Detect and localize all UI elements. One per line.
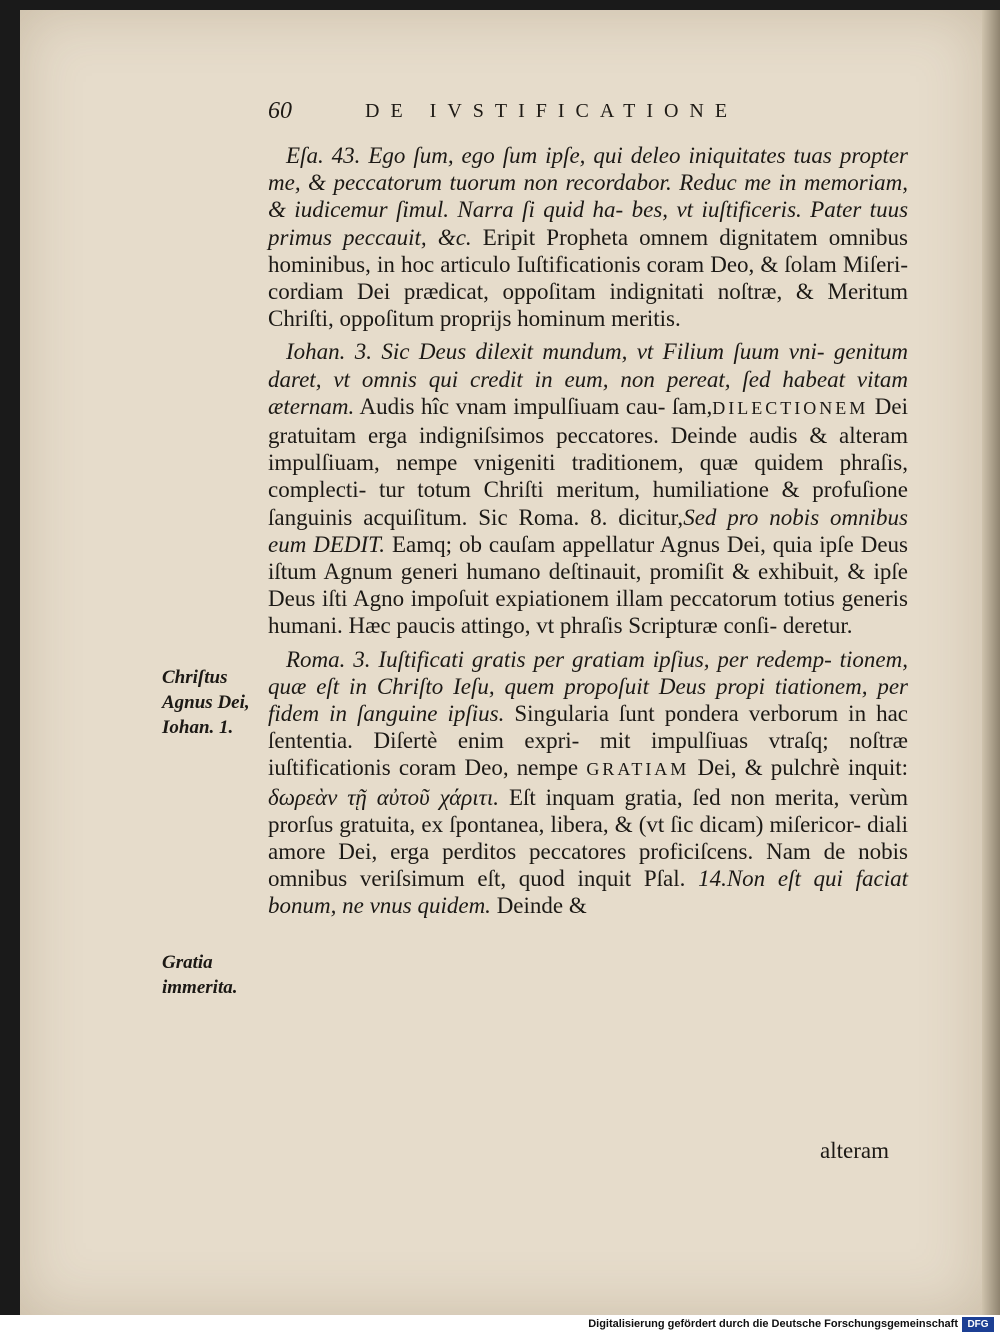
quote-line: propter me, & peccatorum tuorum non recordabor. Reduc [268, 143, 909, 196]
quote-line: tionem, quæ eſt in Chriſto Ieſu, quem propoſuit Deus propi [268, 646, 908, 699]
footer-bar [0, 1315, 1000, 1335]
quote-line: Roma. 3. Iuſtificati gratis per gratiam ipſius, per redemp- [286, 646, 832, 672]
quote-line: Non eſt qui faciat bonum, ne vnus quidem. [268, 866, 908, 919]
text-line: deretur. [782, 613, 853, 639]
emphasis-dilectionem: DILECTIONEM [712, 397, 869, 418]
text-line: peccatores. Deinde audis & alteram impulſiuam, nempe [268, 423, 909, 476]
running-title: DE IVSTIFICATIONE [365, 100, 739, 122]
text-line: impoſuit expiationem illam peccatorum totius generis [410, 586, 909, 612]
margin-note-christus-agnus: Chriſtus Agnus Dei, Iohan. 1. [162, 667, 250, 738]
text-line: diali amore Dei, erga perditos peccatores proficiſcens. [268, 811, 909, 865]
catchword: alteram [820, 1138, 889, 1163]
paragraph-iohan [268, 338, 908, 639]
text-line: Eſt inquam gratia, ſed non merita, verùm prorſus [268, 784, 909, 837]
quote-line: tiationem, per fidem in ſanguine ipſius. [268, 673, 908, 727]
page-edge-shadow [982, 10, 1000, 1315]
text-line: Eripit Propheta omnem dignitatem omnibus hominibus, in [268, 224, 908, 277]
text-line: Agnus Dei, quia ipſe Deus iſtum Agnum generi humano [268, 531, 908, 585]
text-line: Sic Roma. 8. dicitur, [478, 504, 684, 530]
greek-phrase: δωρεὰν τῇ αὐτοῦ χάριτι. [268, 784, 500, 810]
text-line: nempe [516, 755, 579, 781]
text-line: Audis hîc vnam impulſiuam cau- [359, 393, 666, 419]
dfg-logo-icon: DFG [962, 1317, 994, 1332]
text-line: Eamq; ob cauſam appellatur [391, 531, 655, 557]
text-line: Meritum Chriſti, oppoſitum proprijs hominum meritis. [268, 279, 908, 332]
text-line: Dei, & pulchrè inquit: [697, 755, 909, 781]
text-line: pondera verborum in hac ſententia. Diſertè enim expri- [268, 701, 908, 754]
quote-line: Eſa. 43. Ego ſum, ego ſum ipſe, qui deleo iniquitates tuas [286, 143, 832, 168]
text-line: humani. Hæc paucis attingo, vt phraſis Scripturæ conſi- [268, 613, 778, 639]
text-line: mit impulſiuas vtraſq; noſtræ iuſtificationis coram Deo, [268, 728, 908, 781]
text-line: gratuita, ex ſpontanea, libera, & (vt ſic dicam) miſericor- [339, 811, 861, 837]
page-header [245, 98, 945, 134]
quote-line: me in memoriam, & iudicemur ſimul. Narra ſi quid ha- [268, 170, 909, 223]
text-line: Deinde & [496, 893, 587, 919]
text-line: cordiam Dei prædicat, oppoſitam indignitati noſtræ, & [268, 279, 814, 305]
paragraph-roma [268, 646, 908, 920]
main-text [268, 142, 908, 926]
text-line: deſtinauit, promiſit & exhibuit, & ipſe Deus iſti Agno [268, 559, 909, 612]
quote-line: habeat vitam æternam. [268, 366, 908, 419]
margin-note-gratia-immerita: Gratia immerita. [162, 952, 238, 998]
emphasis-gratiam: GRATIAM [586, 759, 690, 780]
quote-line: Sed pro nobis omnibus eum DEDIT. [268, 504, 908, 557]
text-line: vnigeniti traditionem, quæ quidem phraſis, complecti- [268, 450, 909, 503]
paragraph-esaias [268, 142, 908, 332]
footer-credit-text: Digitalisierung gefördert durch die Deutsche Forschungsgemeinschaft [588, 1318, 958, 1330]
text-line: 14. [698, 866, 727, 892]
quote-line: bes, vt iuſtificeris. Pater tuus primus peccauit, &c. [268, 197, 909, 250]
text-line: ſanguinis acquiſitum. [268, 504, 468, 530]
text-line: ſam, [672, 393, 713, 419]
text-line: Dei gratuitam erga indigniſsimos [268, 393, 909, 449]
quote-line: Iohan. 3. Sic Deus dilexit mundum, vt Filium ſuum vni- [286, 339, 825, 365]
page-number: 60 [268, 98, 292, 124]
quote-line: genitum daret, vt omnis qui credit in eum, non pereat, ſed [268, 339, 908, 392]
text-line: Singularia ſunt [514, 701, 655, 727]
text-line: tur totum Chriſti meritum, humiliatione & profuſione [379, 477, 909, 503]
text-line: Nam de nobis omnibus veriſsimum eſt, quod inquit Pſal. [268, 839, 909, 892]
text-line: hoc articulo Iuſtificationis coram Deo, & ſolam Miſeri- [400, 251, 909, 277]
